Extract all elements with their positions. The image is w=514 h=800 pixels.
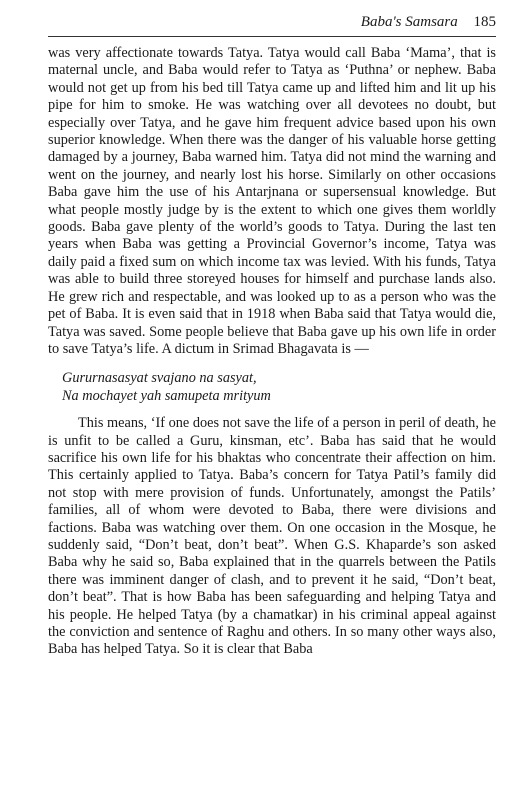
running-header [48, 14, 496, 37]
body-text [48, 45, 496, 659]
page [48, 14, 496, 659]
verse-line-2: Na mochayet yah samupeta mrityum [62, 387, 271, 404]
paragraph-2: This means, ‘If one does not save the life of a person in peril of death, he is unfit to be called a Guru, kinsman, etc’. Baba has said that he would sacrifice his own life for his bhaktas who concentrate their affection on him. This certainly applied to Tatya. Baba’s concern for Tatya Patil’s family did not stop with mere provision of funds. Unfortunately, amongst the Patils’ families, all of whom were devoted to Baba, there were divisions and factions. Baba was watching over them. On one occasion in the Mosque, he suddenly said, “Don’t beat, don’t beat”. When G.S. Khaparde’s son asked Baba why he said so, Baba explained that in the quarrels between the Patils there was imminent danger of clash, and to prevent it he said, “Don’t beat, don’t beat”. That is how Baba has been safeguarding and helping Tatya and his people. He helped Tatya (by a chamatkar) in his criminal appeal against the conviction and sentence of Raghu and others. In so many other ways also, Baba has helped Tatya. So it is clear that Baba [48, 415, 496, 658]
sanskrit-verse [62, 370, 496, 405]
running-title: Baba's Samsara [360, 14, 458, 30]
paragraph-1: was very affectionate towards Tatya. Tatya would call Baba ‘Mama’, that is maternal uncle, and Baba would refer to Tatya as ‘Puthna’ or nephew. Baba would not get up from his bed till Tatya came up and lifted him and lit up his pipe for him to smoke. He was watching over all devotees no doubt, but especially over Tatya, and he gave him frequent advice based upon his own superior knowledge. When there was the danger of his valuable horse getting damaged by a journey, Baba warned him. Tatya did not mind the warning and went on the journey, and nearly lost his horse. Similarly on other occasions Baba gave him the use of his Antarjnana or supersensual knowledge. But what people mostly judge by is the extent to which one gives them worldly goods. Baba gave plenty of the world’s goods to Tatya. During the last ten years when Baba was getting a Provincial Governor’s income, Tatya was daily paid a fixed sum on which income tax was levied. With his funds, Tatya was able to build three storeyed houses for himself and purchase lands also. He grew rich and respectable, and was looked up to as a person who was the pet of Baba. It is even said that in 1918 when Baba said that Tatya would die, Tatya was saved. Some people believe that Baba gave up his own life in order to save Tatya’s life. A dictum in Srimad Bhagavata is — [48, 45, 496, 357]
verse-line-1: Gururnasasyat svajano na sasyat, [62, 370, 257, 387]
page-number: 185 [473, 14, 496, 30]
